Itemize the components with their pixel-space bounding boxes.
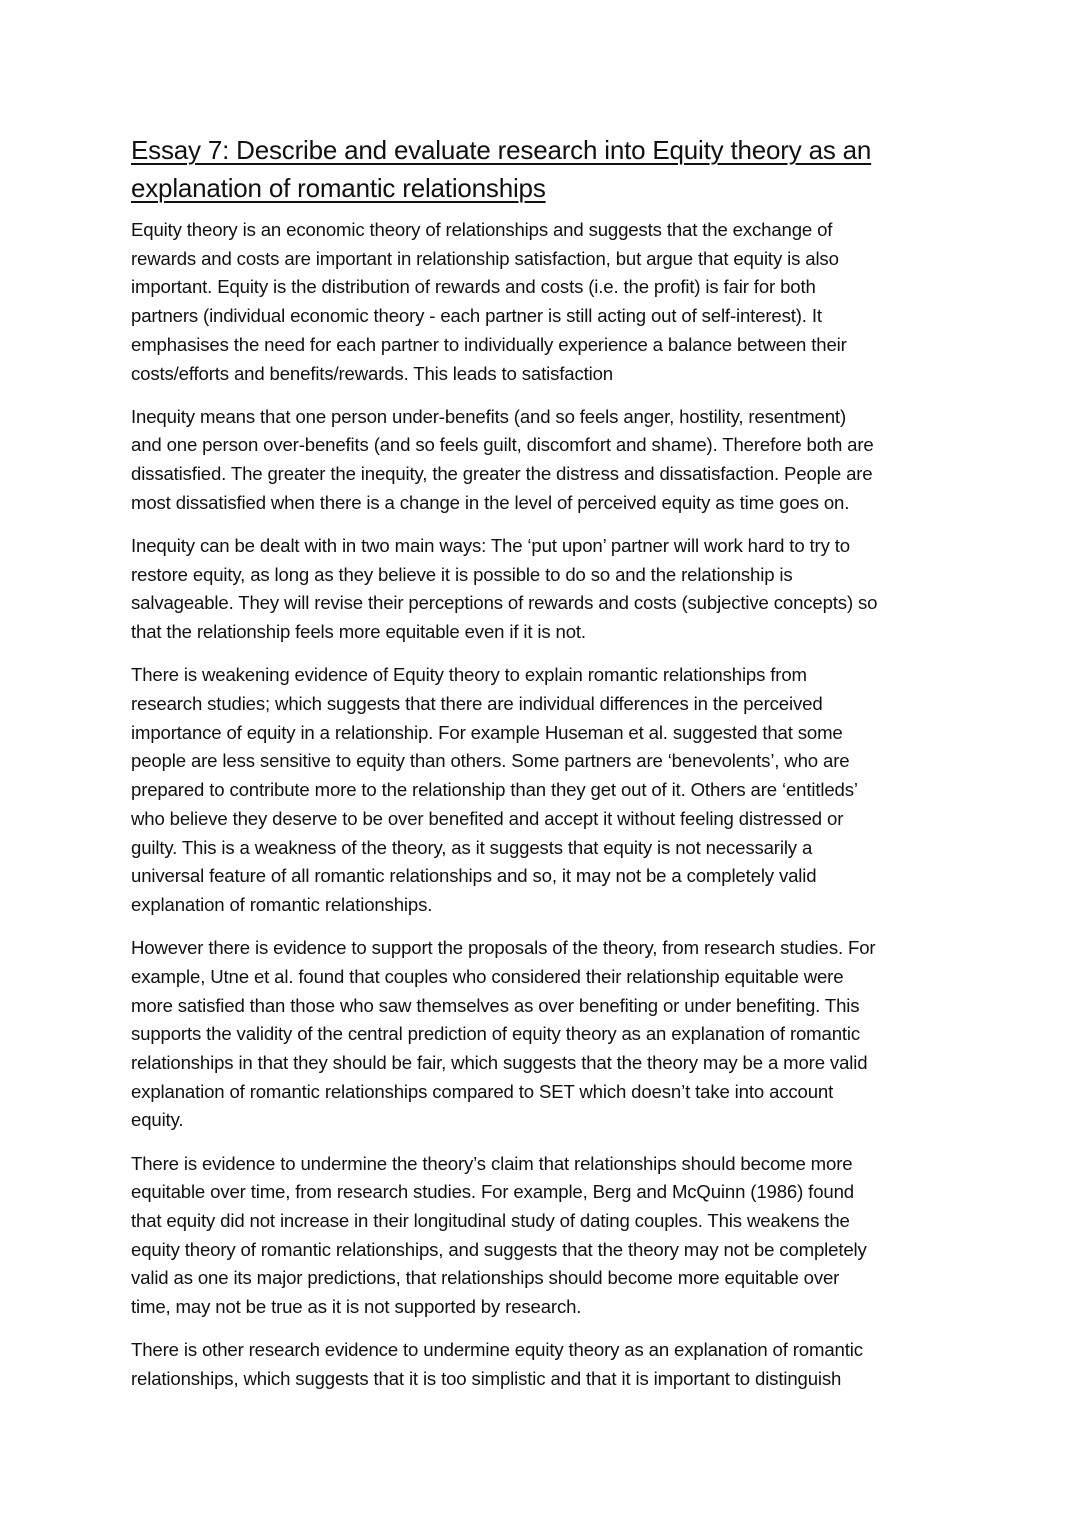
paragraph-inequity xyxy=(131,403,961,518)
text-line: emphasises the need for each partner to individually experience a balance between their xyxy=(131,333,847,355)
text-line: relationships, which suggests that it is too simplistic and that it is important to distinguish xyxy=(131,1368,842,1390)
text-line: relationships in that they should be fair, which suggests that the theory may be a more valid xyxy=(131,1051,868,1073)
text-line: There is evidence to undermine the theory’s claim that relationships should become more xyxy=(131,1152,853,1174)
paragraph-undermining-evidence xyxy=(131,1150,961,1322)
text-line: explanation of romantic relationships. xyxy=(131,893,433,915)
text-line: equity. xyxy=(131,1109,184,1131)
text-line: costs/efforts and benefits/rewards. This leads to satisfaction xyxy=(131,362,613,384)
text-line: supports the validity of the central prediction of equity theory as an explanation of romantic xyxy=(131,1023,861,1045)
text-line: and one person over-benefits (and so feels guilt, discomfort and shame). Therefore both are xyxy=(131,434,874,456)
text-line: time, may not be true as it is not supported by research. xyxy=(131,1296,582,1318)
text-line: equity theory of romantic relationships, and suggests that the theory may not be completely xyxy=(131,1238,867,1260)
text-line: prepared to contribute more to the relationship than they get out of it. Others are ‘entitleds’ xyxy=(131,779,858,801)
text-line: universal feature of all romantic relationships and so, it may not be a completely valid xyxy=(131,865,817,887)
text-line: research studies; which suggests that there are individual differences in the perceived xyxy=(131,693,823,715)
text-line: explanation of romantic relationships compared to SET which doesn’t take into account xyxy=(131,1080,834,1102)
paragraph-equity-definition xyxy=(131,216,961,388)
title-line: explanation of romantic relationships xyxy=(131,173,546,203)
text-line: equitable over time, from research studies. For example, Berg and McQuinn (1986) found xyxy=(131,1181,854,1203)
text-line: who believe they deserve to be over benefited and accept it without feeling distressed or xyxy=(131,807,844,829)
paragraph-dealing-with-inequity xyxy=(131,532,961,647)
text-line: example, Utne et al. found that couples who considered their relationship equitable were xyxy=(131,965,844,987)
text-line: Inequity can be dealt with in two main ways: The ‘put upon’ partner will work hard to try to xyxy=(131,535,850,557)
text-line: most dissatisfied when there is a change in the level of perceived equity as time goes on. xyxy=(131,491,850,513)
paragraph-supporting-evidence xyxy=(131,934,961,1135)
text-line: partners (individual economic theory - each partner is still acting out of self-interest). It xyxy=(131,305,822,327)
text-line: valid as one its major predictions, that relationships should become more equitable over xyxy=(131,1267,840,1289)
title-line: Essay 7: Describe and evaluate research into Equity theory as an xyxy=(131,135,872,165)
text-line: rewards and costs are important in relationship satisfaction, but argue that equity is also xyxy=(131,247,839,269)
text-line: salvageable. They will revise their perceptions of rewards and costs (subjective concepts) so xyxy=(131,592,878,614)
text-line: There is other research evidence to undermine equity theory as an explanation of romantic xyxy=(131,1339,863,1361)
document-page xyxy=(131,131,961,1408)
text-line: However there is evidence to support the proposals of the theory, from research studies. For xyxy=(131,937,876,959)
text-line: importance of equity in a relationship. For example Huseman et al. suggested that some xyxy=(131,721,843,743)
text-line: Inequity means that one person under-benefits (and so feels anger, hostility, resentment) xyxy=(131,405,846,427)
text-line: more satisfied than those who saw themselves as over benefiting or under benefiting. This xyxy=(131,994,860,1016)
text-line: that equity did not increase in their longitudinal study of dating couples. This weakens the xyxy=(131,1210,850,1231)
text-line: important. Equity is the distribution of rewards and costs (i.e. the profit) is fair for both xyxy=(131,276,816,298)
text-line: restore equity, as long as they believe it is possible to do so and the relationship is xyxy=(131,563,793,585)
paragraph-weakening-evidence xyxy=(131,661,961,919)
text-line: Equity theory is an economic theory of relationships and suggests that the exchange of xyxy=(131,219,833,240)
paragraph-other-evidence xyxy=(131,1336,961,1393)
text-line: guilty. This is a weakness of the theory, as it suggests that equity is not necessarily a xyxy=(131,836,813,858)
text-line: that the relationship feels more equitable even if it is not. xyxy=(131,621,586,643)
text-line: There is weakening evidence of Equity theory to explain romantic relationships from xyxy=(131,664,807,686)
text-line: dissatisfied. The greater the inequity, the greater the distress and dissatisfaction. People are xyxy=(131,463,873,485)
essay-title xyxy=(131,131,961,207)
text-line: people are less sensitive to equity than others. Some partners are ‘benevolents’, who are xyxy=(131,750,850,772)
